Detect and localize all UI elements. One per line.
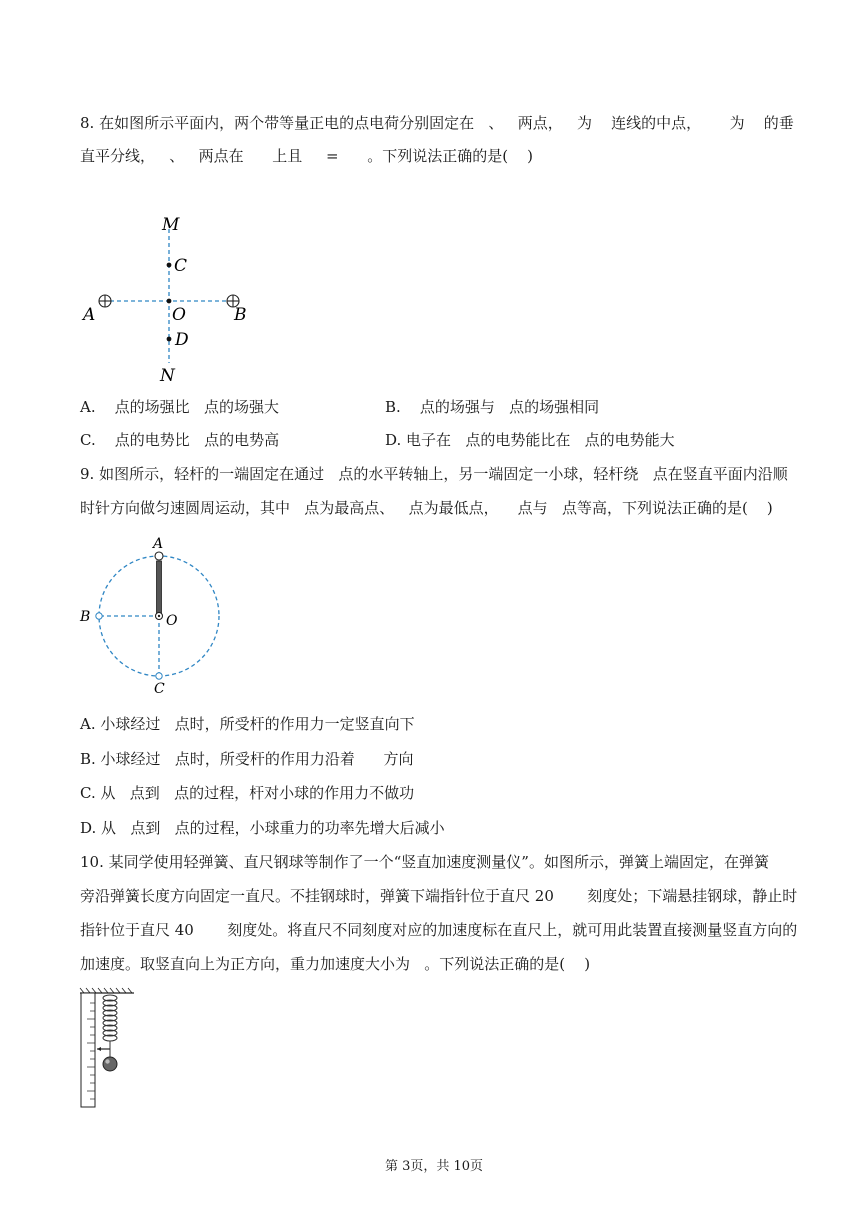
q9-option-d[interactable]: D. 从 点到 点的过程，小球重力的功率先增大后减小 xyxy=(80,819,445,837)
point-b-marker xyxy=(96,613,102,619)
point-c-dot xyxy=(167,263,172,268)
ball-at-a xyxy=(155,552,163,560)
label-a: A xyxy=(153,536,164,552)
q9-option-b[interactable]: B. 小球经过 点时，所受杆的作用力沿着 方向 xyxy=(80,750,414,768)
label-d: D xyxy=(175,330,189,350)
label-n: N xyxy=(160,366,175,385)
q9-stem-line-2: 时针方向做匀速圆周运动，其中 点为最高点、 点为最低点， 点与 点等高，下列说法正确的是( ) xyxy=(80,499,773,517)
spring xyxy=(103,995,117,1041)
q9-option-a[interactable]: A. 小球经过 点时，所受杆的作用力一定竖直向下 xyxy=(80,715,415,733)
point-d-dot xyxy=(167,337,172,342)
q8-option-c[interactable]: C. 点的电势比 点的电势高 xyxy=(80,431,280,449)
q10-stem-line-2: 旁沿弹簧长度方向固定一直尺。不挂钢球时，弹簧下端指针位于直尺 20 刻度处；下端悬挂钢球，静止时 xyxy=(80,887,798,905)
q9-figure xyxy=(74,534,234,698)
point-o-dot xyxy=(167,299,172,304)
label-m: M xyxy=(162,215,180,235)
label-c: C xyxy=(174,256,188,276)
charge-a-symbol xyxy=(99,295,111,307)
ruler xyxy=(81,993,95,1107)
label-b: B xyxy=(80,609,91,625)
label-a: A xyxy=(83,305,96,325)
q10-stem-line-1: 10. 某同学使用轻弹簧、直尺钢球等制作了一个“竖直加速度测量仪”。如图所示，弹簧上端固定，在弹簧 xyxy=(80,853,769,871)
q8-stem-line-2: 直平分线， 、 两点在 上且 = 。下列说法正确的是( ) xyxy=(80,147,534,165)
q10-stem-line-4: 加速度。取竖直向上为正方向，重力加速度大小为 。下列说法正确的是( ) xyxy=(80,955,591,973)
q8-option-d[interactable]: D. 电子在 点的电势能比在 点的电势能大 xyxy=(385,431,675,449)
q10-figure xyxy=(76,985,146,1115)
q8-stem-line-1: 8. 在如图所示平面内，两个带等量正电的点电荷分别固定在 、 两点， 为 连线的中点， 为 的垂 xyxy=(80,114,794,132)
label-b: B xyxy=(234,305,247,325)
q9-option-c[interactable]: C. 从 点到 点的过程，杆对小球的作用力不做功 xyxy=(80,784,415,802)
label-o: O xyxy=(172,305,186,325)
q8-option-a[interactable]: A. 点的场强比 点的场强大 xyxy=(80,398,279,416)
q8-option-b[interactable]: B. 点的场强与 点的场强相同 xyxy=(385,398,600,416)
rod xyxy=(157,561,162,615)
label-o: O xyxy=(166,613,178,629)
point-c-marker xyxy=(156,673,162,679)
q9-stem-line-1: 9. 如图所示，轻杆的一端固定在通过 点的水平转轴上，另一端固定一小球，轻杆绕 点在竖直平面内沿顺 xyxy=(80,465,788,483)
page-footer: 第 3页，共 10页 xyxy=(384,1159,484,1174)
label-c: C xyxy=(154,681,165,697)
q8-figure xyxy=(78,205,258,385)
steel-ball xyxy=(103,1057,117,1071)
q10-stem-line-3: 指针位于直尺 40 刻度处。将直尺不同刻度对应的加速度标在直尺上，就可用此装置直接测量竖直方向的 xyxy=(80,921,798,939)
